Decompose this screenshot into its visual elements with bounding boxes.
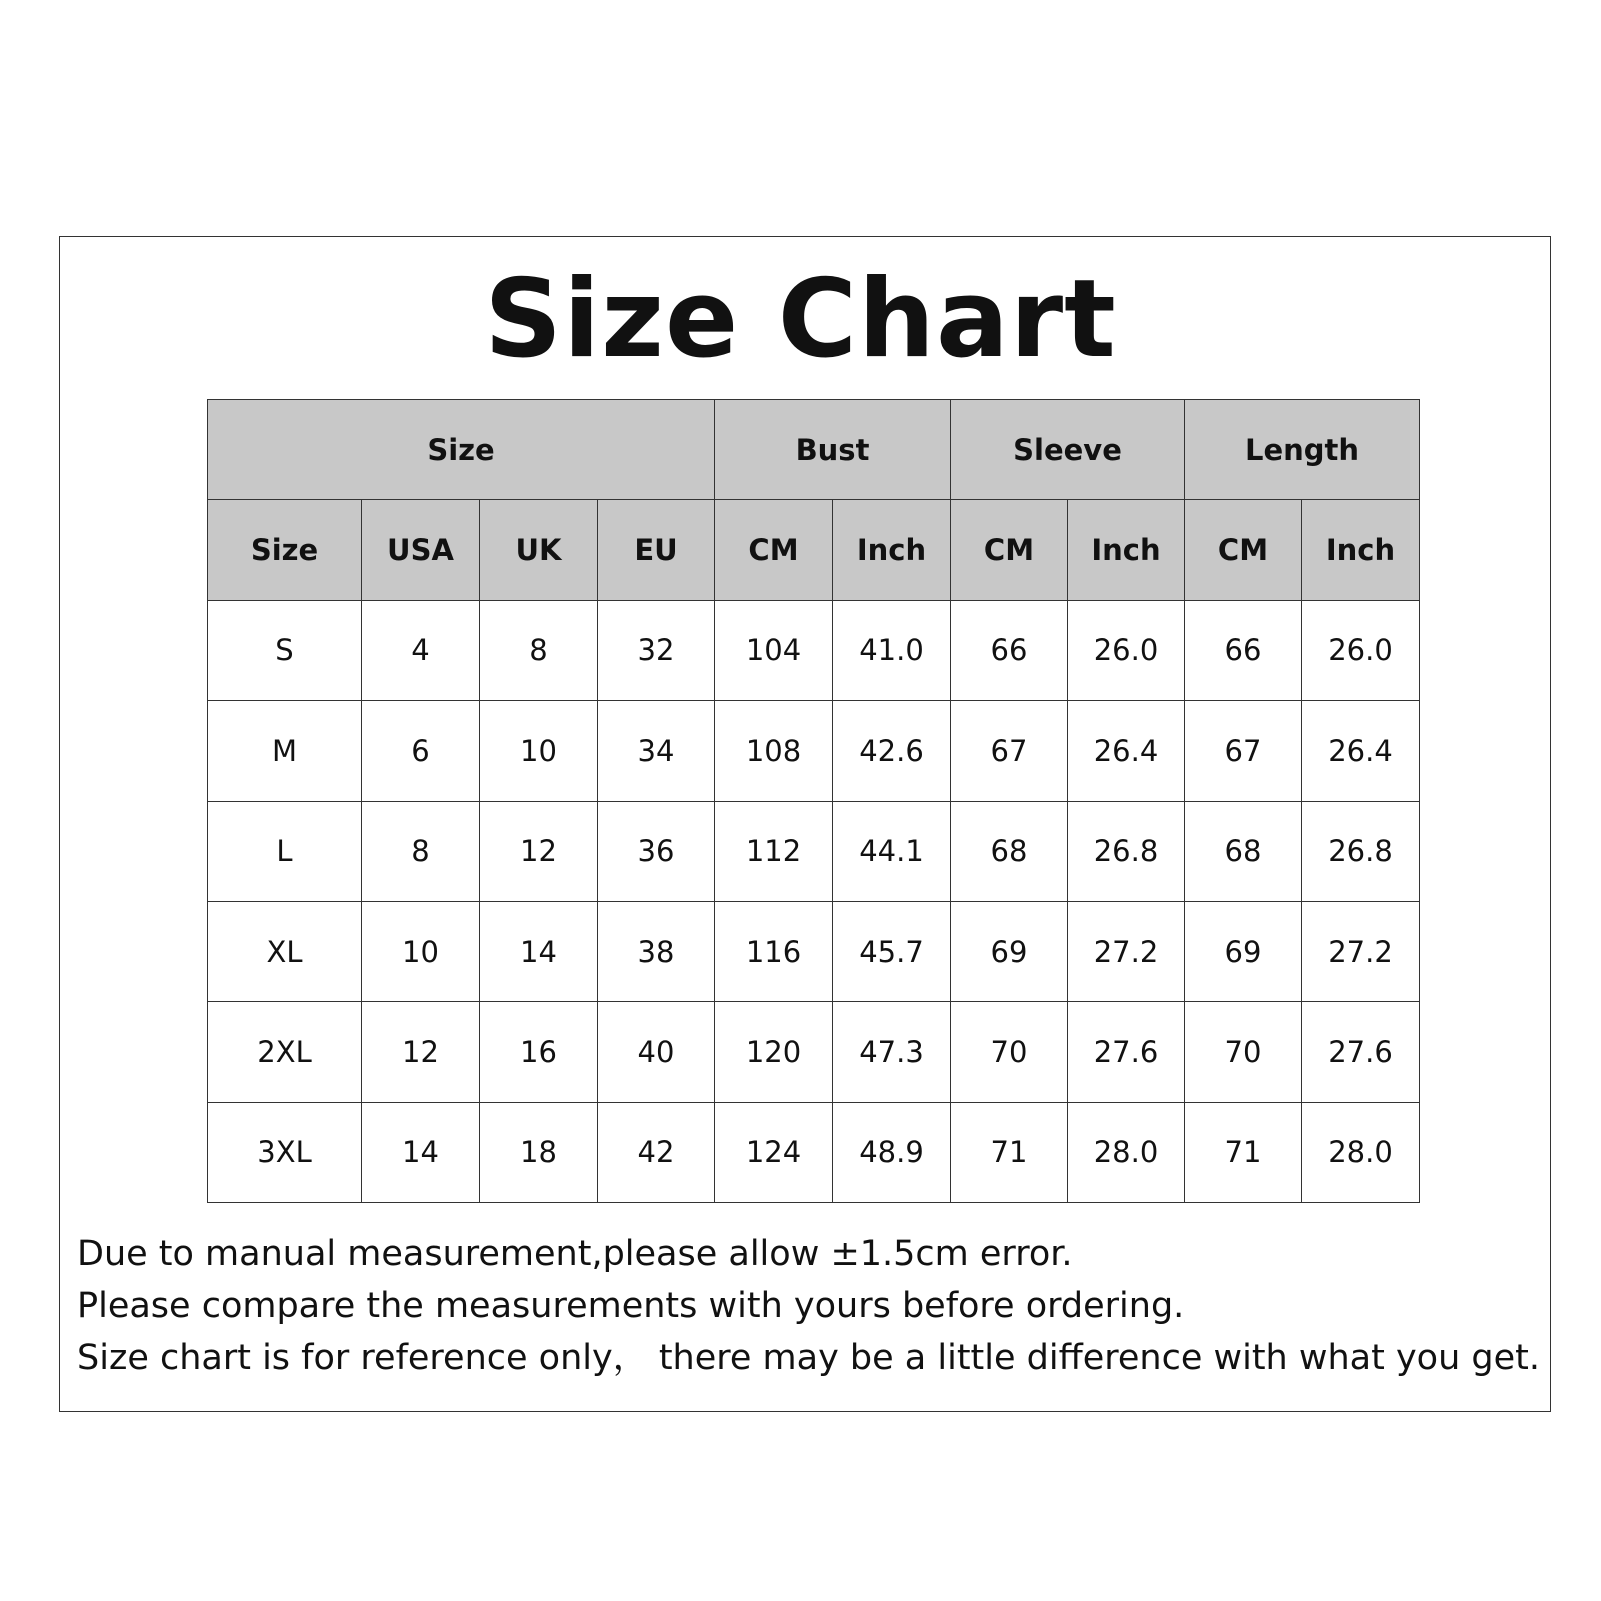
note-line: Due to manual measurement,please allow ±1.5cm error. <box>77 1234 1073 1274</box>
table-row <box>208 701 1420 801</box>
cell-bust-inch: 41.0 <box>833 600 951 700</box>
table-row <box>208 801 1420 901</box>
group-header-row <box>208 400 1420 500</box>
cell-bust-cm: 112 <box>715 801 833 901</box>
sub-header-sleeve-cm: CM <box>951 500 1068 600</box>
cell-sleeve-inch: 26.8 <box>1068 801 1185 901</box>
cell-bust-cm: 120 <box>715 1002 833 1102</box>
cell-sleeve-inch: 26.4 <box>1068 701 1185 801</box>
cell-uk: 8 <box>480 600 598 700</box>
note-line: Please compare the measurements with yours before ordering. <box>77 1286 1185 1326</box>
cell-eu: 36 <box>598 801 715 901</box>
sub-header-length-inch: Inch <box>1302 500 1420 600</box>
cell-length-cm: 67 <box>1185 701 1302 801</box>
cell-length-inch: 28.0 <box>1302 1102 1420 1202</box>
sub-header-usa: USA <box>362 500 480 600</box>
cell-uk: 12 <box>480 801 598 901</box>
table-row <box>208 1002 1420 1102</box>
cell-length-cm: 69 <box>1185 901 1302 1001</box>
page-title: Size Chart <box>484 257 1117 382</box>
cell-bust-cm: 104 <box>715 600 833 700</box>
cell-eu: 42 <box>598 1102 715 1202</box>
table-row <box>208 600 1420 700</box>
cell-bust-cm: 124 <box>715 1102 833 1202</box>
cell-sleeve-cm: 70 <box>951 1002 1068 1102</box>
cell-sleeve-cm: 71 <box>951 1102 1068 1202</box>
sub-header-length-cm: CM <box>1185 500 1302 600</box>
cell-length-cm: 70 <box>1185 1002 1302 1102</box>
cell-bust-inch: 44.1 <box>833 801 951 901</box>
cell-length-cm: 66 <box>1185 600 1302 700</box>
sub-header-bust-cm: CM <box>715 500 833 600</box>
group-header-sleeve: Sleeve <box>951 400 1185 500</box>
cell-bust-inch: 47.3 <box>833 1002 951 1102</box>
cell-bust-cm: 116 <box>715 901 833 1001</box>
cell-usa: 8 <box>362 801 480 901</box>
cell-uk: 18 <box>480 1102 598 1202</box>
cell-sleeve-inch: 27.6 <box>1068 1002 1185 1102</box>
cell-length-inch: 26.4 <box>1302 701 1420 801</box>
cell-size: M <box>208 701 362 801</box>
cell-bust-inch: 42.6 <box>833 701 951 801</box>
group-header-length: Length <box>1185 400 1420 500</box>
cell-sleeve-cm: 67 <box>951 701 1068 801</box>
cell-bust-inch: 48.9 <box>833 1102 951 1202</box>
cell-uk: 14 <box>480 901 598 1001</box>
cell-eu: 34 <box>598 701 715 801</box>
cell-length-cm: 71 <box>1185 1102 1302 1202</box>
sub-header-row <box>208 500 1420 600</box>
cell-sleeve-inch: 26.0 <box>1068 600 1185 700</box>
cell-length-cm: 68 <box>1185 801 1302 901</box>
table-row <box>208 1102 1420 1202</box>
cell-usa: 12 <box>362 1002 480 1102</box>
cell-size: 2XL <box>208 1002 362 1102</box>
cell-eu: 38 <box>598 901 715 1001</box>
group-header-size: Size <box>208 400 715 500</box>
cell-length-inch: 27.2 <box>1302 901 1420 1001</box>
sub-header-size: Size <box>208 500 362 600</box>
table-row <box>208 901 1420 1001</box>
cell-usa: 6 <box>362 701 480 801</box>
note-line: Size chart is for reference only， there may be a little difference with what you get. <box>77 1338 1540 1378</box>
cell-uk: 10 <box>480 701 598 801</box>
cell-sleeve-inch: 28.0 <box>1068 1102 1185 1202</box>
cell-bust-inch: 45.7 <box>833 901 951 1001</box>
cell-eu: 32 <box>598 600 715 700</box>
sub-header-bust-inch: Inch <box>833 500 951 600</box>
group-header-bust: Bust <box>715 400 951 500</box>
cell-sleeve-cm: 66 <box>951 600 1068 700</box>
sub-header-uk: UK <box>480 500 598 600</box>
cell-sleeve-inch: 27.2 <box>1068 901 1185 1001</box>
size-table <box>207 399 1420 1203</box>
cell-size: L <box>208 801 362 901</box>
sub-header-eu: EU <box>598 500 715 600</box>
cell-length-inch: 26.8 <box>1302 801 1420 901</box>
cell-length-inch: 26.0 <box>1302 600 1420 700</box>
cell-size: S <box>208 600 362 700</box>
cell-length-inch: 27.6 <box>1302 1002 1420 1102</box>
cell-bust-cm: 108 <box>715 701 833 801</box>
cell-size: XL <box>208 901 362 1001</box>
size-notes <box>77 1228 1557 1384</box>
cell-usa: 10 <box>362 901 480 1001</box>
cell-sleeve-cm: 69 <box>951 901 1068 1001</box>
cell-size: 3XL <box>208 1102 362 1202</box>
cell-sleeve-cm: 68 <box>951 801 1068 901</box>
sub-header-sleeve-inch: Inch <box>1068 500 1185 600</box>
cell-usa: 4 <box>362 600 480 700</box>
cell-uk: 16 <box>480 1002 598 1102</box>
cell-usa: 14 <box>362 1102 480 1202</box>
cell-eu: 40 <box>598 1002 715 1102</box>
